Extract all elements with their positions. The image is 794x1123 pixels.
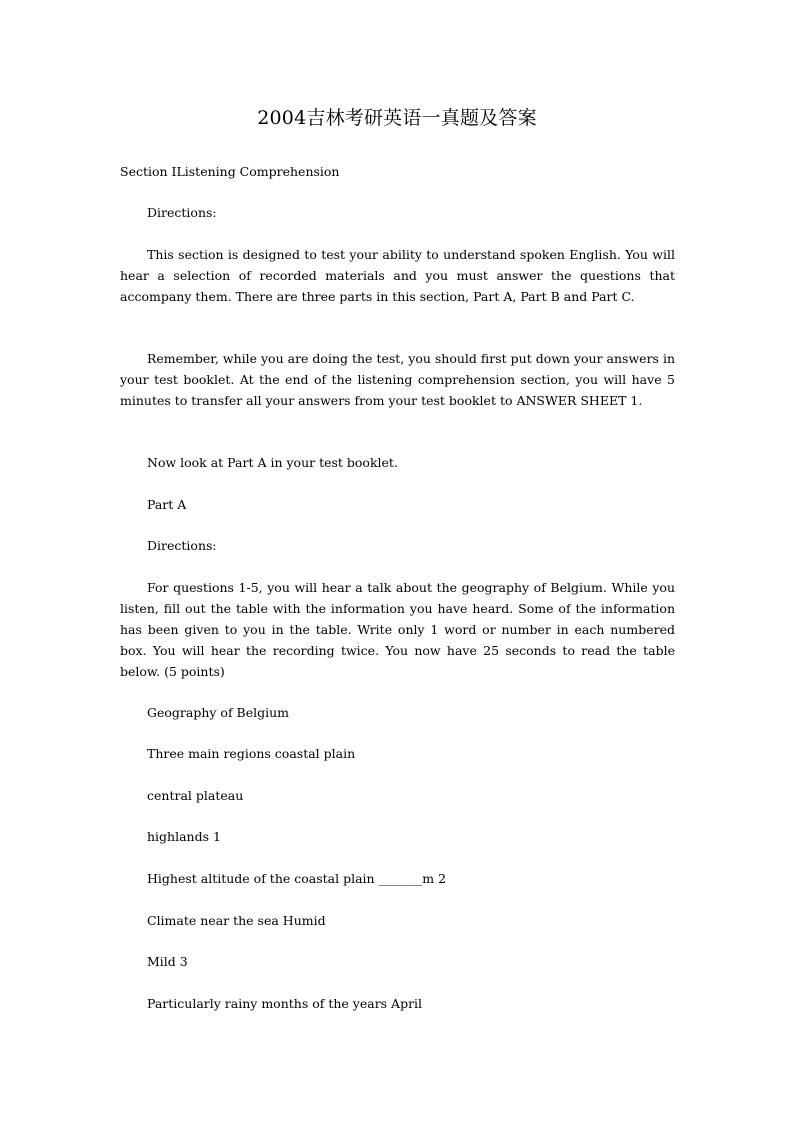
table-row-highlands: highlands 1: [147, 829, 221, 844]
section-heading: Section IListening Comprehension: [120, 164, 340, 179]
section-intro-paragraph: This section is designed to test your ability to understand spoken English. You will hear a selection of recorded materials and you must answer the questions that accompany them. There are three parts in this section, Part A, Part B and Part C.: [120, 247, 675, 304]
reminder-paragraph: Remember, while you are doing the test, you should first put down your answers in your test booklet. At the end of the listening comprehension section, you will have 5 minutes to transfer all your answers from your test booklet to ANSWER SHEET 1.: [120, 351, 675, 408]
table-row-rainy-months: Particularly rainy months of the years April: [147, 996, 423, 1011]
table-row-altitude: Highest altitude of the coastal plain _______m 2: [147, 871, 447, 886]
part-a-directions-paragraph: For questions 1-5, you will hear a talk about the geography of Belgium. While you listen, fill out the table with the information you have heard. Some of the information has been given to you in the table. Write only 1 word or number in each numbered box. You will hear the recording twice. You now have 25 seconds to read the table below. (5 points): [120, 580, 675, 679]
instruction-paragraph: Now look at Part A in your test booklet.: [147, 455, 398, 470]
part-a-heading: Part A: [147, 497, 187, 512]
table-row-regions: Three main regions coastal plain: [147, 746, 356, 761]
table-row-mild: Mild 3: [147, 954, 188, 969]
table-row-climate: Climate near the sea Humid: [147, 913, 326, 928]
directions-label: Directions:: [147, 205, 217, 220]
table-row-central-plateau: central plateau: [147, 788, 244, 803]
part-a-directions-label: Directions:: [147, 538, 217, 553]
table-title: Geography of Belgium: [147, 705, 290, 720]
document-title: 2004吉林考研英语一真题及答案: [257, 107, 537, 129]
